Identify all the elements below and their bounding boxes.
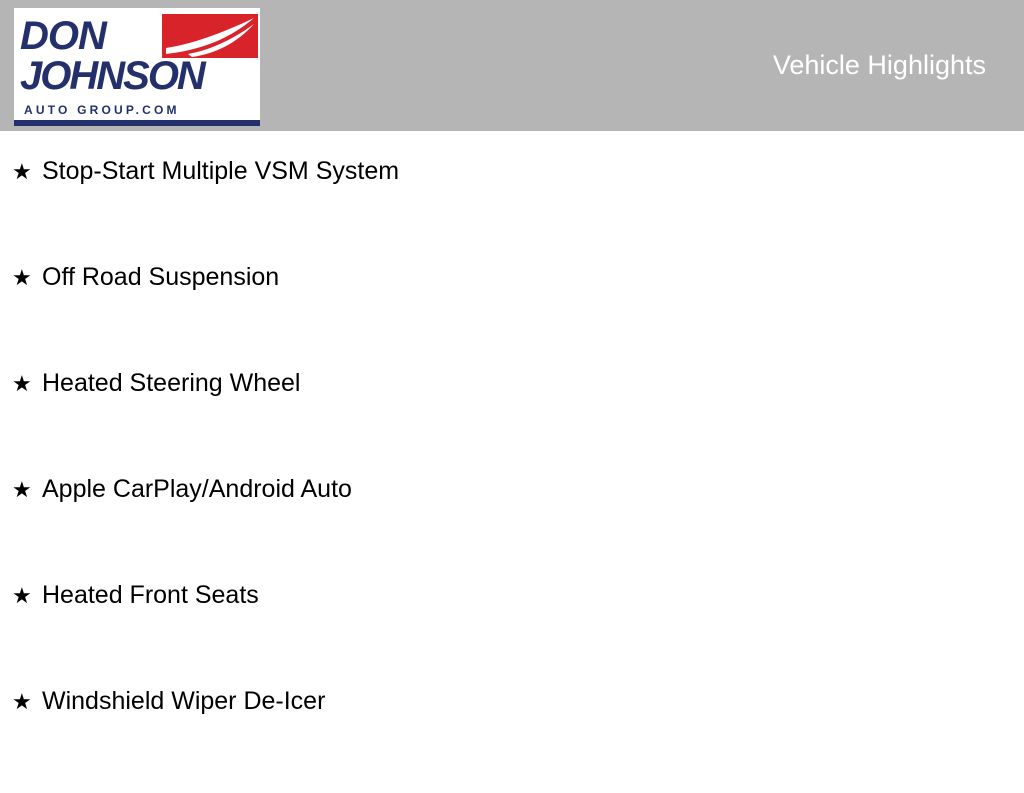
list-item [0,157,1024,263]
list-item [0,581,1024,687]
highlight-label: Off Road Suspension [42,263,280,291]
highlight-label: Windshield Wiper De-Icer [42,687,326,715]
star-icon: ★ [12,265,32,290]
page-title: Vehicle Highlights [772,50,986,80]
dealer-logo [14,8,260,126]
star-icon: ★ [12,583,32,608]
star-icon: ★ [12,159,32,184]
star-icon: ★ [12,477,32,502]
highlight-label: Apple CarPlay/Android Auto [42,475,352,503]
page-header [0,0,1024,131]
star-icon: ★ [12,689,32,714]
logo-subtitle: AUTO GROUP.COM [24,103,180,117]
list-item [0,263,1024,369]
highlight-label: Stop-Start Multiple VSM System [42,157,400,185]
logo-underline [14,120,260,126]
swoosh-icon [162,14,258,58]
list-item [0,687,1024,793]
logo-text-johnson: JOHNSON [20,54,204,98]
highlights-list [0,131,1024,793]
highlight-label: Heated Front Seats [42,581,259,609]
logo-text-don: DON [20,14,106,58]
list-item [0,369,1024,475]
highlight-label: Heated Steering Wheel [42,369,301,397]
star-icon: ★ [12,371,32,396]
list-item [0,475,1024,581]
